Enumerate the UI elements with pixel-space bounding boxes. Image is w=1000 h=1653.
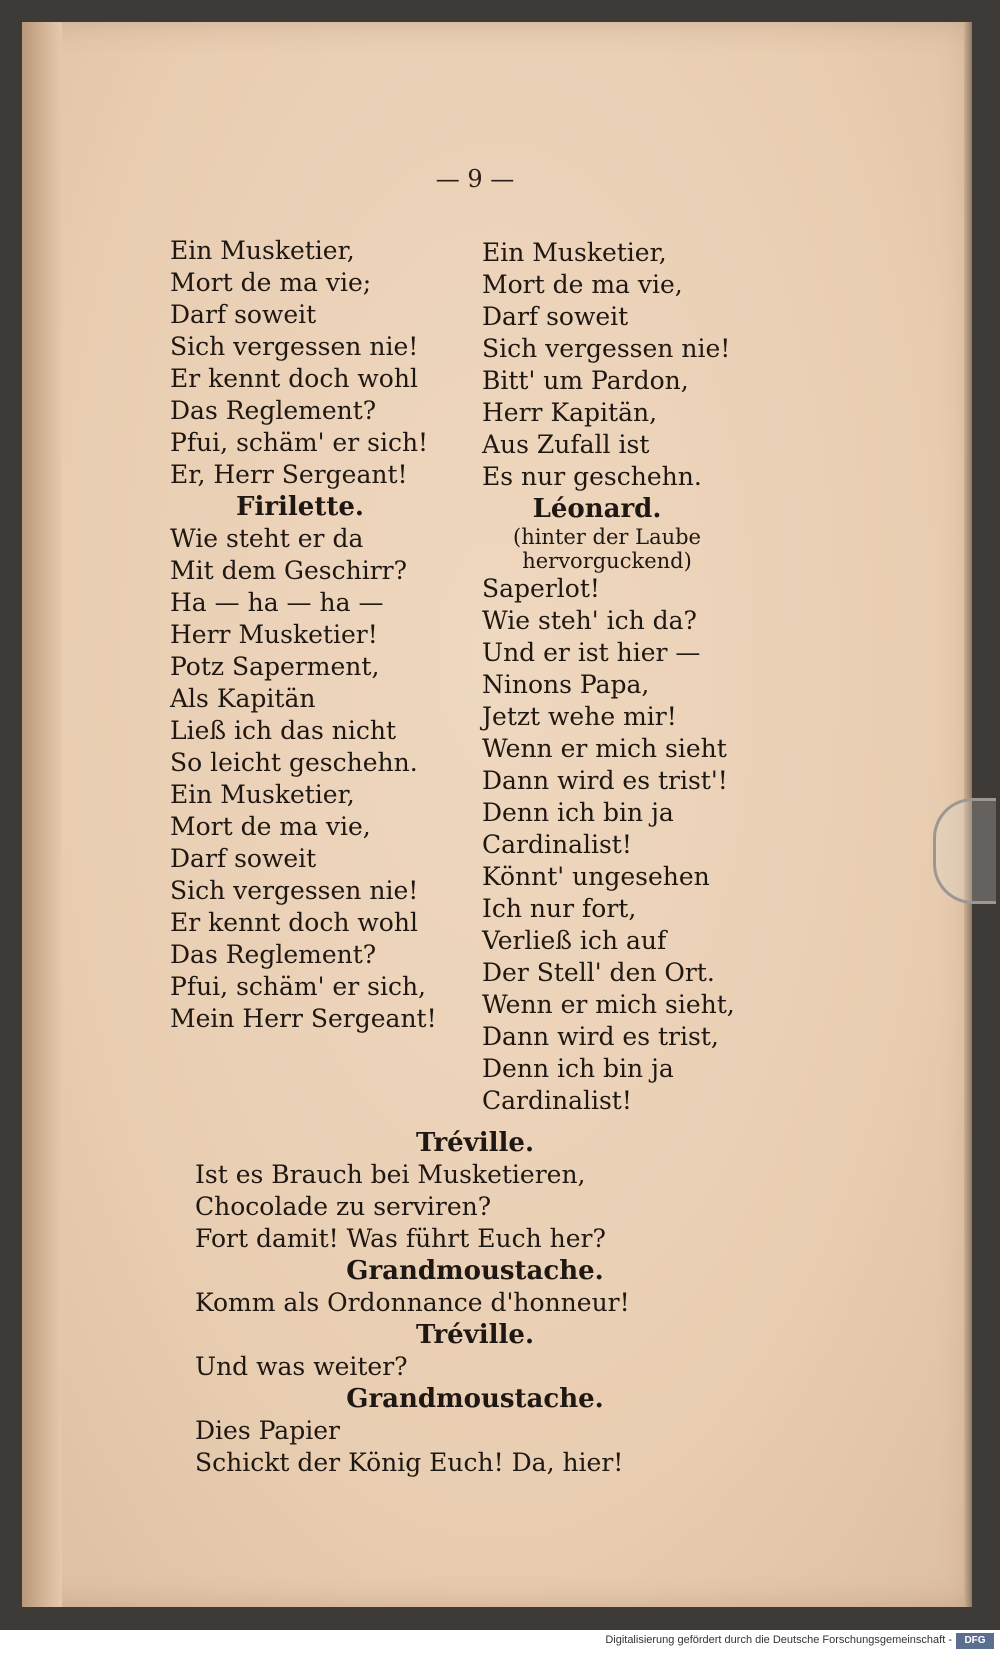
verse-line: Sich vergessen nie!: [170, 332, 419, 361]
verse-line: Es nur geschehn.: [482, 462, 702, 491]
verse-line: Wie steht er da: [170, 524, 364, 553]
page-spine: [22, 22, 62, 1607]
verse-line: Er kennt doch wohl: [170, 364, 418, 393]
verse-line: Wenn er mich sieht: [482, 734, 727, 763]
verse-line: Dann wird es trist'!: [482, 766, 728, 795]
stage-direction: hervorguckend): [522, 549, 692, 573]
verse-line: Wie steh' ich da?: [482, 606, 697, 635]
verse-line: Pfui, schäm' er sich!: [170, 428, 429, 457]
verse-line: Potz Saperment,: [170, 652, 380, 681]
verse-line: So leicht geschehn.: [170, 748, 418, 777]
verse-line: Jetzt wehe mir!: [482, 702, 677, 731]
verse-line: Das Reglement?: [170, 396, 377, 425]
verse-line: Mein Herr Sergeant!: [170, 1004, 437, 1033]
verse-line: Chocolade zu serviren?: [195, 1192, 492, 1221]
verse-line: Mort de ma vie;: [170, 268, 372, 297]
verse-line: Verließ ich auf: [482, 926, 667, 955]
verse-line: Der Stell' den Ort.: [482, 958, 715, 987]
digitization-footer: [0, 1630, 1000, 1653]
speaker-name: Léonard.: [532, 494, 662, 524]
verse-line: Denn ich bin ja: [482, 798, 674, 827]
page-number: — 9 —: [435, 165, 515, 193]
verse-line: Ein Musketier,: [482, 238, 667, 267]
verse-line: Komm als Ordonnance d'honneur!: [195, 1288, 630, 1317]
verse-line: Darf soweit: [482, 302, 629, 331]
verse-line: Pfui, schäm' er sich,: [170, 972, 426, 1001]
verse-line: Mit dem Geschirr?: [170, 556, 408, 585]
verse-line: Ha — ha — ha —: [170, 588, 384, 617]
verse-line: Herr Musketier!: [170, 620, 378, 649]
dfg-logo-icon: DFG: [956, 1633, 994, 1649]
verse-line: Denn ich bin ja: [482, 1054, 674, 1083]
verse-line: Aus Zufall ist: [482, 430, 650, 459]
verse-line: Und was weiter?: [195, 1352, 408, 1381]
verse-line: Darf soweit: [170, 300, 317, 329]
verse-line: Ein Musketier,: [170, 236, 355, 265]
verse-line: Schickt der König Euch! Da, hier!: [195, 1448, 624, 1477]
speaker-name: Grandmoustache.: [346, 1256, 604, 1286]
verse-line: Darf soweit: [170, 844, 317, 873]
left-column: [170, 235, 437, 1035]
verse-line: Er kennt doch wohl: [170, 908, 418, 937]
verse-line: Das Reglement?: [170, 940, 377, 969]
verse-line: Ließ ich das nicht: [170, 716, 397, 745]
verse-line: Ist es Brauch bei Musketieren,: [195, 1160, 586, 1189]
verse-line: Ein Musketier,: [170, 780, 355, 809]
bottom-dialogue: [195, 1127, 755, 1479]
footer-credit: Digitalisierung gefördert durch die Deutsche Forschungsgemeinschaft -: [605, 1634, 952, 1646]
verse-line: Dann wird es trist,: [482, 1022, 719, 1051]
page-clip: [933, 798, 996, 904]
verse-line: Fort damit! Was führt Euch her?: [195, 1224, 606, 1253]
verse-line: Ich nur fort,: [482, 894, 637, 923]
verse-line: Bitt' um Pardon,: [482, 366, 689, 395]
verse-line: Könnt' ungesehen: [482, 862, 710, 891]
verse-line: Mort de ma vie,: [482, 270, 683, 299]
verse-line: Saperlot!: [482, 574, 600, 603]
verse-line: Wenn er mich sieht,: [482, 990, 735, 1019]
verse-line: Herr Kapitän,: [482, 398, 658, 427]
verse-line: Cardinalist!: [482, 830, 632, 859]
verse-line: Dies Papier: [195, 1416, 340, 1445]
verse-line: Er, Herr Sergeant!: [170, 460, 408, 489]
speaker-name: Grandmoustache.: [346, 1384, 604, 1414]
verse-line: Sich vergessen nie!: [170, 876, 419, 905]
verse-line: Cardinalist!: [482, 1086, 632, 1115]
verse-line: Als Kapitän: [170, 684, 316, 713]
speaker-name: Tréville.: [415, 1128, 535, 1158]
verse-line: Mort de ma vie,: [170, 812, 371, 841]
right-column: [482, 237, 735, 1117]
verse-line: Sich vergessen nie!: [482, 334, 731, 363]
stage-direction: (hinter der Laube: [513, 525, 701, 549]
verse-line: Ninons Papa,: [482, 670, 650, 699]
speaker-name: Tréville.: [415, 1320, 535, 1350]
verse-line: Und er ist hier —: [482, 638, 701, 667]
speaker-name: Firilette.: [236, 492, 364, 522]
